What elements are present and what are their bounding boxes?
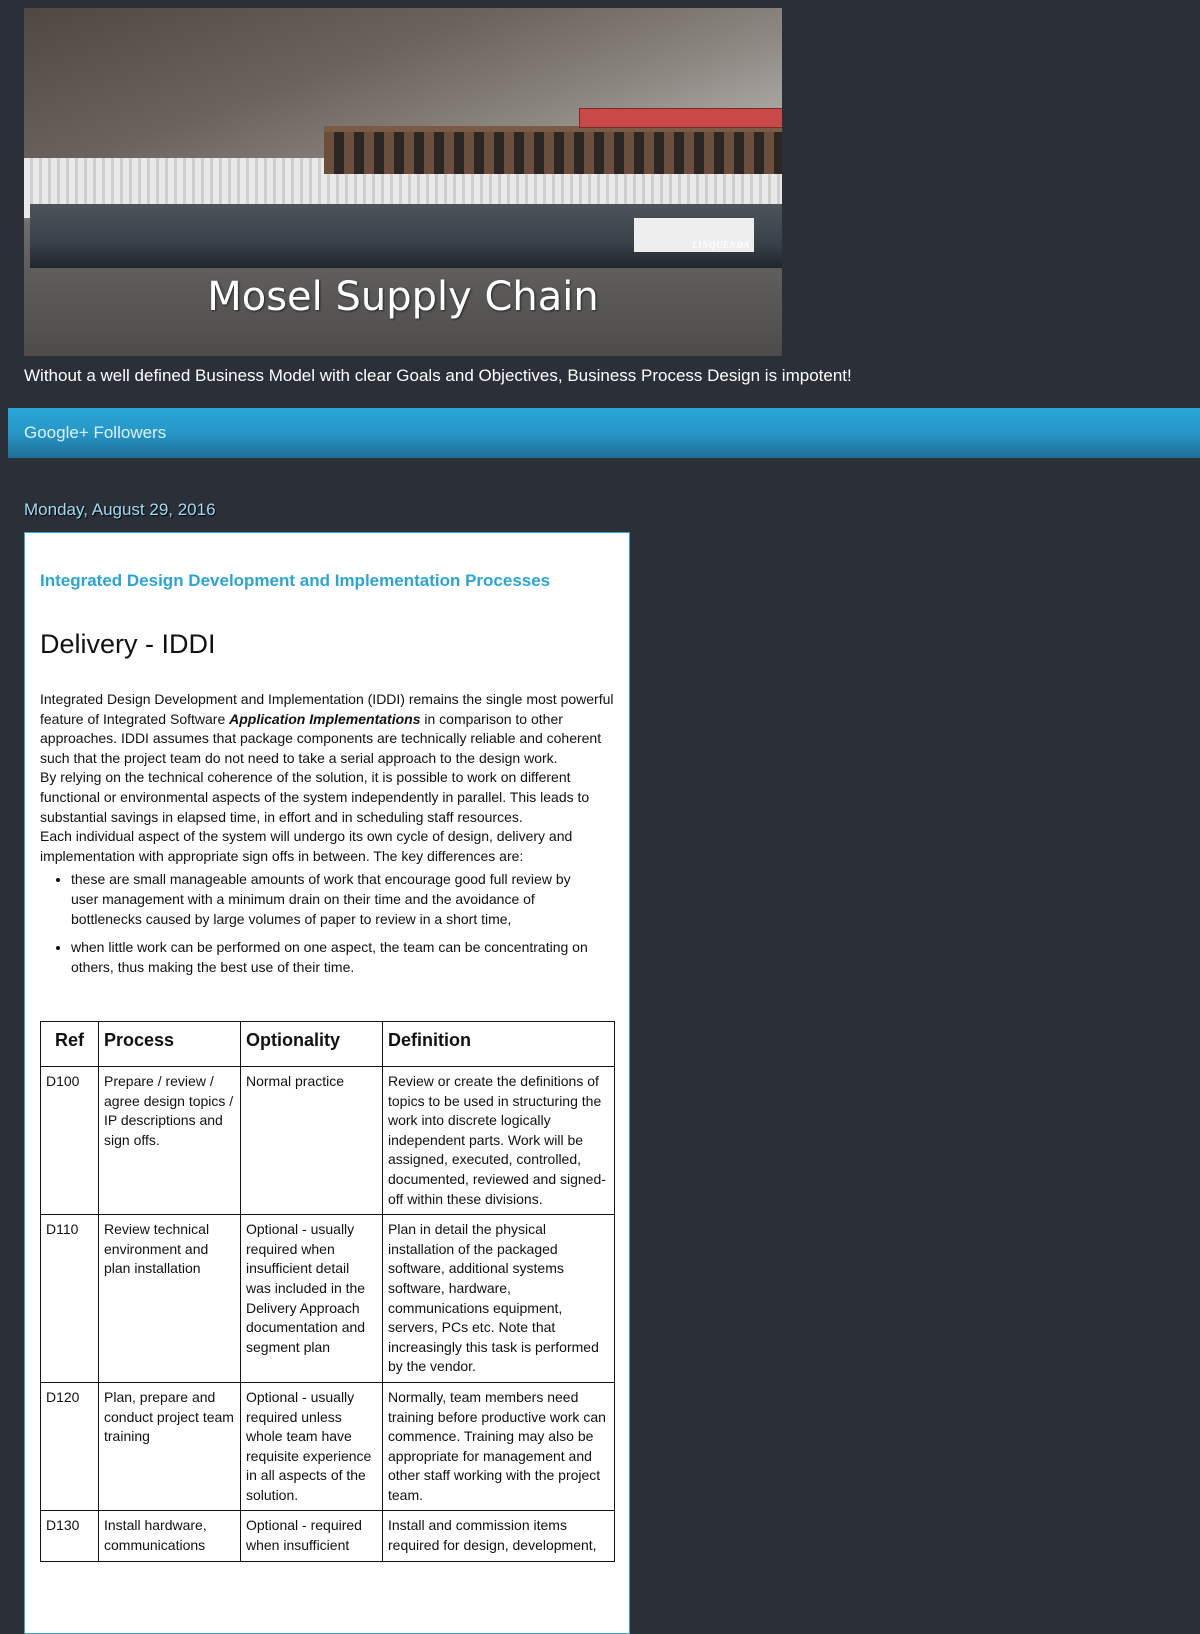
cell-process: Review technical environment and plan installation [99, 1215, 241, 1383]
post-heading: Delivery - IDDI [40, 629, 216, 659]
header-process: Process [99, 1022, 241, 1067]
list-item: • these are small manageable amounts of work that encourage good full review by user management with a minimum drain on their time and the avoidance of bottlenecks caused by large volumes of paper to review in a short time, [71, 870, 615, 929]
red-train [579, 108, 782, 128]
process-table [40, 1021, 615, 1562]
intro-text-a: Integrated Design Development and Implementation (IDDI) remains the single most powerful feature of Integrated Software [40, 691, 614, 727]
table-row [41, 1382, 615, 1511]
cell-definition: Review or create the definitions of topics to be used in structuring the work into discrete logically independent parts. Work will be assigned, executed, controlled, documented, reviewed and signed-off within these divisions. [383, 1067, 615, 1215]
cell-ref: D100 [41, 1067, 99, 1215]
cell-process: Plan, prepare and conduct project team training [99, 1382, 241, 1511]
cell-optionality: Normal practice [241, 1067, 383, 1215]
railway-viaduct [324, 126, 782, 174]
table-row [41, 1511, 615, 1561]
cell-ref: D130 [41, 1511, 99, 1561]
header-optionality: Optionality [241, 1022, 383, 1067]
paragraph-parallel: By relying on the technical coherence of the solution, it is possible to work on different functional or environmental aspects of the system independently in parallel. This leads to substantial savings in elapsed time, in effort and in scheduling staff resources. [40, 769, 590, 825]
paragraph-intro [40, 690, 615, 768]
cell-ref: D110 [41, 1215, 99, 1383]
intro-emphasis: Application Implementations [229, 710, 421, 727]
tab-google-followers[interactable]: Google+ Followers [24, 423, 167, 442]
post-title-link[interactable]: Integrated Design Development and Implementation Processes [40, 571, 551, 590]
tab-bar [8, 408, 1200, 458]
blog-title[interactable]: Mosel Supply Chain [207, 274, 599, 320]
cell-process: Install hardware, communications [99, 1511, 241, 1561]
table-row [41, 1067, 615, 1215]
table-row [41, 1215, 615, 1383]
list-item: • when little work can be performed on one aspect, the team can be concentrating on others, thus making the best use of their time. [71, 938, 615, 977]
post-body [40, 690, 615, 986]
header-ref: Ref [41, 1022, 99, 1067]
cell-process: Prepare / review / agree design topics / IP descriptions and sign offs. [99, 1067, 241, 1215]
header-banner-image[interactable] [24, 8, 782, 356]
cell-ref: D120 [41, 1382, 99, 1511]
cell-optionality: Optional - usually required unless whole team have requisite experience in all aspects of the solution. [241, 1382, 383, 1511]
key-differences-list [40, 870, 615, 977]
post-date: Monday, August 29, 2016 [24, 500, 216, 519]
cell-optionality: Optional - required when insufficient [241, 1511, 383, 1561]
cell-definition: Install and commission items required for design, development, [383, 1511, 615, 1561]
paragraph-cycle: Each individual aspect of the system will undergo its own cycle of design, delivery and implementation with appropriate sign offs in between. The key differences are: [40, 828, 573, 864]
table-header-row [41, 1022, 615, 1067]
header-definition: Definition [383, 1022, 615, 1067]
post-card [24, 532, 630, 1634]
barge-name: LINQUENDA [692, 240, 751, 250]
cell-definition: Plan in detail the physical installation of the packaged software, additional systems software, hardware, communications equipment, servers, PCs etc. Note that increasingly this task is performed by the vendor. [383, 1215, 615, 1383]
blog-description: Without a well defined Business Model with clear Goals and Objectives, Business Process Design is impotent! [24, 366, 852, 385]
cell-optionality: Optional - usually required when insufficient detail was included in the Delivery Approach documentation and segment plan [241, 1215, 383, 1383]
cell-definition: Normally, team members need training before productive work can commence. Training may also be appropriate for management and other staff working with the project team. [383, 1382, 615, 1511]
intro-text-b: in comparison to other approaches. IDDI assumes that package components are technically reliable and coherent such that the project team do not need to take a serial approach to the design work. [40, 710, 602, 766]
